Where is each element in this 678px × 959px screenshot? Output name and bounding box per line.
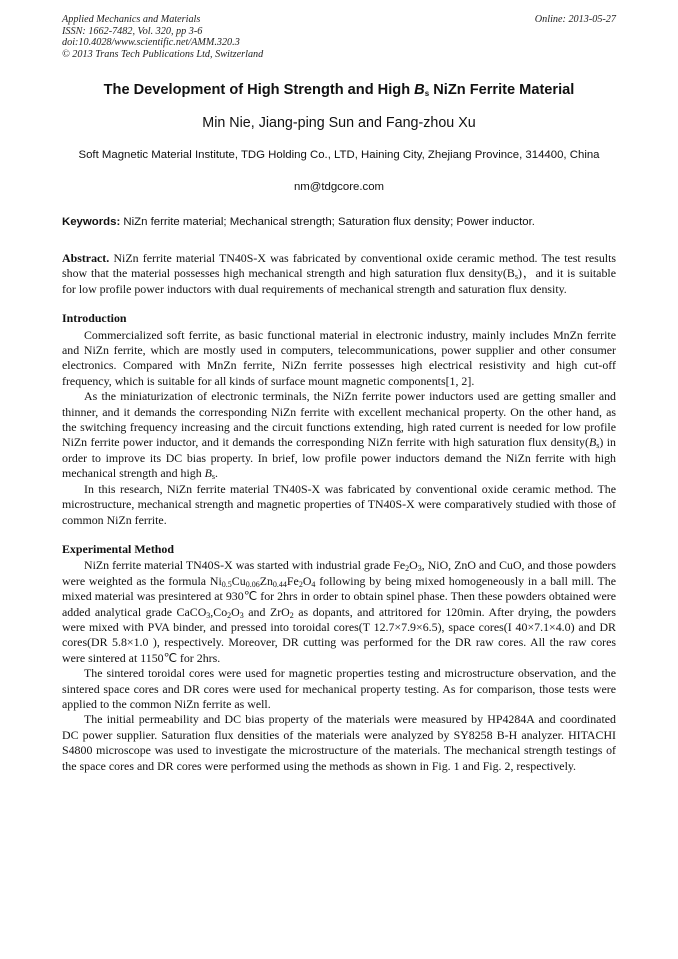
keywords-label: Keywords: (62, 216, 121, 228)
exp-p1-text-6: as dopants, and attritored for 120min. After drying, the powders were mixed with PVA binder, and pressed into toroidal cores(T 12.7×7.9×6.5), space cores(I 40×7.1×4.0) and DR cores(DR 5.8×1.0 ), respectively. Moreover, DR cutting was performed for the DR raw cores. All the raw cores were sintered at 1150℃ for 2hrs. (62, 604, 616, 665)
exp-p1-text-5: and ZrO (243, 604, 290, 619)
exp-p1-text-3: following by being mixed homogeneously in a ball mill. The mixed material was presintered at 930℃ for 2hrs in order to obtain spinel phase. Then these powders obtained were added analytical grade CaCO (62, 573, 616, 619)
sub-3b: 3 (206, 610, 211, 620)
intro-paragraph-2 (62, 389, 616, 481)
title-sub: s (424, 89, 430, 98)
exp-p1-text-2: , NiO, ZnO and CuO, and those powders were weighted as the formula Ni (62, 558, 616, 588)
text-o: O (409, 558, 418, 573)
intro-p2-text-c: . (215, 466, 219, 481)
sub-4: 4 (311, 579, 316, 589)
email: nm@tdgcore.com (293, 181, 385, 193)
title-b: B (414, 82, 425, 98)
exp-p1-text-1: NiZn ferrite material TN40S-X was started with industrial grade Fe (84, 558, 406, 573)
journal-name: Applied Mechanics and Materials (62, 14, 201, 25)
abstract (62, 251, 616, 297)
intro-p2-text-b: ) in order to improve its DC bias property. In brief, low profile power inductors demand the NiZn ferrite with high mechanical strength and high (62, 435, 616, 481)
abstract-sub: s (514, 272, 518, 282)
abstract-text-2: )，and it is suitable for low profile power inductors with dual requirements of mechanical strength and saturation flux density. (62, 266, 616, 296)
affiliation: Soft Magnetic Material Institute, TDG Holding Co., LTD, Haining City, Zhejiang Province, 314400, China (78, 149, 600, 161)
sub-3: 3 (417, 564, 422, 574)
doi-line: doi:10.4028/www.scientific.net/AMM.320.3 (62, 37, 240, 49)
journal-header (62, 14, 616, 60)
exp-paragraph-1 (62, 558, 616, 666)
exp-p1-text-4: ,Co (210, 604, 228, 619)
intro-paragraph-3: In this research, NiZn ferrite material TN40S-X was fabricated by conventional oxide ceramic method. The microstructure, mechanical strength and magnetic properties of TN40S-X were comparatively studied with those of common NiZn ferrite. (62, 481, 616, 527)
intro-p2-sub2: s (211, 472, 216, 482)
abstract-label: Abstract. (62, 251, 110, 265)
paper-body (62, 251, 616, 774)
text-o3: O (231, 604, 240, 619)
sub-2: 2 (405, 564, 410, 574)
sub-cu: 0.06 (245, 579, 260, 589)
copyright-line: © 2013 Trans Tech Publications Ltd, Switzerland (62, 48, 264, 60)
section-heading-experimental: Experimental Method (62, 541, 174, 556)
text-o2: O (302, 573, 312, 588)
title-pre: The Development of High Strength and High (103, 82, 415, 98)
sub-2d: 2 (289, 610, 294, 620)
section-heading-introduction: Introduction (62, 311, 127, 326)
intro-paragraph-1: Commercialized soft ferrite, as basic functional material in electronic industry, mainly includes MnZn ferrite and NiZn ferrite, which are mostly used in computers, telecommunications, power supplier and other consumer electronics. Compared with MnZn ferrite, NiZn ferrite possesses high electrical resistivity and high cut-off frequency, which is suitable for all kinds of surface mount magnetic components[1, 2]. (62, 327, 616, 388)
text-zn: Zn (259, 573, 273, 588)
sub-3c: 3 (239, 610, 244, 620)
online-date: Online: 2013-05-27 (534, 14, 616, 25)
intro-p2-text-a: As the miniaturization of electronic terminals, the NiZn ferrite power inductors used are getting smaller and thinner, and it demands the corresponding NiZn ferrite with excellent mechanical property. On the other hand, as the switching frequency increasing and the circuit functions extending, high rated current is needed for low profile NiZn ferrite power inductor, and it demands the corresponding NiZn ferrite with high saturation flux density( (62, 389, 616, 450)
keywords-text: NiZn ferrite material; Mechanical strength; Saturation flux density; Power inductor. (120, 216, 535, 228)
sub-2c: 2 (227, 610, 232, 620)
issn-line: ISSN: 1662-7482, Vol. 320, pp 3-6 (62, 25, 203, 37)
intro-p2-sub: s (596, 441, 600, 451)
sub-2b: 2 (298, 579, 303, 589)
text-fe: Fe (286, 573, 299, 588)
authors: Min Nie, Jiang-ping Sun and Fang-zhou Xu (202, 115, 476, 131)
title-post: NiZn Ferrite Material (429, 82, 575, 98)
exp-paragraph-3: The initial permeability and DC bias property of the materials were measured by HP4284A and coordinated DC power supplier. Saturation flux densities of the materials were analyzed by SY8258 B-H analyzer. HITACHI S4800 microscope was used to investigate the microstructure of the materials. The mechanical strength testings of the space cores and DR cores were performed using the methods as shown in Fig. 1 and Fig. 2, respectively. (62, 712, 616, 773)
abstract-text-1: NiZn ferrite material TN40S-X was fabricated by conventional oxide ceramic method. The test results show that the material possesses high mechanical strength and high saturation flux density(B (62, 251, 616, 281)
text-cu: Cu (231, 573, 246, 588)
sub-ni: 0.5 (221, 579, 232, 589)
intro-p2-b2: B (204, 466, 212, 481)
keywords (62, 216, 616, 228)
exp-paragraph-2: The sintered toroidal cores were used for magnetic properties testing and microstructure observation, and the sintered space cores and DR cores were used for mechanical property testing. As for comparison, those tests were applied to the common NiZn ferrite as well. (62, 666, 616, 711)
sub-zn: 0.44 (272, 579, 287, 589)
paper-title (40, 82, 638, 98)
intro-p2-b: B (588, 435, 597, 450)
